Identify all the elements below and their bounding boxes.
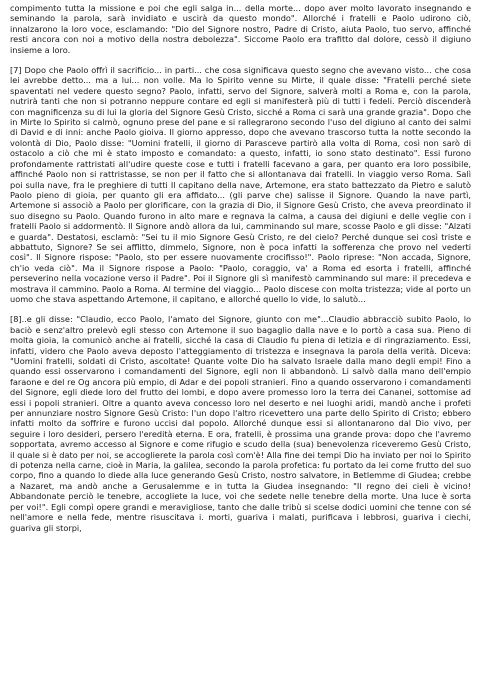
paragraph-section-8: [8]..e gli disse: "Claudio, ecco Paolo, l'amato del Signore, giunto con me"...Claudio abbracciò subito Paolo, lo baciò e senz'altro prelevò egli stesso con Artemone il suo bagaglio dalla nave e lo portò a casa sua. Pieno di molta gioia, la comunicò anche ai fratelli, sicché la casa di Claudio fu piena di letizia e di ringraziamento. Essi, infatti, videro che Paolo aveva deposto l'atteggiamento di tristezza e insegnava la parola della verità. Diceva: "Uomini fratelli, soldati di Cristo, ascoltate! Quante volte Dio ha salvato Israele dalla mano degli empi! Fino a quando essi osservarono i comandamenti del Signore, egli non li abbandonò. Li salvò dalla mano dell'empio faraone e del re Og ancora più empio, di Adar e dei popoli stranieri. Fino a quando osservarono i comandamenti del Signore, egli diede loro del frutto dei lombi, e dopo avere promesso loro la terra dei Cananei, sottomise ad essi i popoli stranieri. Oltre a quanto aveva concesso loro nel deserto e nei luoghi aridi, mandò anche i profeti per annunziare nostro Signore Gesù Cristo: l'un dopo l'altro ricevettero una parte dello Spirito di Cristo; ebbero infatti molto da soffrire e furono uccisi dal popolo. Allorché dunque essi si allontanarono dal Dio vivo, per seguire i loro desideri, persero l'eredità eterna. E ora, fratelli, è prossima una grande prova: dopo che l'avremo sopportata, avremo accesso al Signore e come rifugio e scudo della (sua) benevolenza riceveremo Gesù Cristo, il quale si è dato per noi, se accoglierete la parola così com'è! Alla fine dei tempi Dio ha inviato per noi lo Spirito di potenza nella carne, cioè in Maria, la galilea, secondo la parola profetica: fu portato da lei come frutto del suo corpo, fino a quando lo diede alla luce generando Gesù Cristo, nostro salvatore, in Betlemme di Giudea; crebbe a Nazaret, ma andò anche a Gerusalemme e in tutta la Giudea insegnando: "Il regno dei cieli è vicino! Abbandonate perciò le tenebre, accogliete la luce, voi che sedete nelle tenebre della morte. Una luce è sorta per voi!". Egli compì opere grandi e meravigliose, tanto che dalle tribù si scelse dodici uomini che tenne con sé nell'amore e nella fede, mentre risuscitava i. morti, guariva i malati, purificava i lebbrosi, guariva i ciechi, guariva gli storpi, xyxy=(10,314,471,533)
paragraph-section-7: [7] Dopo che Paolo offrì il sacrificio... in parti... che cosa significava questo segno che avevano visto... che cosa lei avrebbe detto... ma a lui... non volle. Ma lo Spirito venne su Mirte, il quale disse: "Fratelli perché siete spaventati nel vedere questo segno? Paolo, infatti, servo del Signore, salverà molti a Roma e, con la parola, nutrirà tanti che non si potranno neppure contare ed egli si manifesterà più di tutti i fedeli. Perciò discenderà con magnificenza su di lui la gloria del Signore Gesù Cristo, sicché a Roma ci sarà una grande grazia". Dopo che in Mirte lo Spirito si calmò, ognuno prese del pane e si rallegrarono secondo l'uso del digiuno al canto dei salmi di David e di inni: anche Paolo gioiva. Il giorno appresso, dopo che avevano trascorso tutta la notte secondo la volontà di Dio, Paolo disse: "Uomini fratelli, il giorno di Parasceve partirò alla volta di Roma, così non sarò di ostacolo a ciò che mi è stato imposto e comandato: a questo, infatti, io sono stato destinato". Essi furono profondamente rattristati all'udire queste cose e tutti i fratelli facevano a gara, per quanto era loro possibile, affinché Paolo non si rattristasse, se non per il fatto che si allontanava dai fratelli. In viaggio verso Roma. Salì poi sulla nave, fra le preghiere di tutti Il capitano della nave, Artemone, era stato battezzato da Pietro e salutò Paolo pieno di gioia, per quanto gli era affidato... (gli parve che) salisse il Signore. Quando la nave partì, Artemone si associò a Paolo per glorificare, con la grazia di Dio, il Signore Gesù Cristo, che aveva preordinato il suo disegno su Paolo. Quando furono in alto mare e regnava la calma, a causa dei digiuni e delle veglie con i fratelli Paolo si addormentò. Il Signore andò allora da lui, camminando sul mare, scosse Paolo e gli disse: "Alzati e guarda". Destatosi, esclamò: "Sei tu il mio Signore Gesù Cristo, re del cielo? Perché dunque sei così triste e abbattuto, Signore? Se sei afflitto, dimmelo, Signore, non è poca infatti la sofferenza che provo nel vederti così". Il Signore rispose: "Paolo, sto per essere nuovamente crocifisso!". Paolo riprese: "Non accada, Signore, ch'io veda ciò". Ma il Signore rispose a Paolo: "Paolo, coraggio, va' a Roma ed esorta i fratelli, affinché perseverino nella vocazione verso il Padre". Poi il Signore gli sì manifestò camminando sul mare: il precedeva e mostrava il cammino. Paolo a Roma. Al termine del viaggio... Paolo discese con molta tristezza; vide al porto un uomo che stava aspettando Artemone, il capitano, e allorché quello lo vide, lo salutò... xyxy=(10,65,471,304)
paragraph-continuation: compimento tutta la missione e poi che egli salga in... della morte... dopo aver molto lavorato insegnando e seminando la parola, sarà invidiato e uscirà da questo mondo". Allorché i fratelli e Paolo udirono ciò, innalzarono la loro voce, esclamando: "Dio del Signore nostro, Padre di Cristo, aiuta Paolo, tuo servo, affinché resti ancora con noi a motivo della nostra debolezza". Siccome Paolo era trafitto dal dolore, cessò il digiuno insieme a loro. xyxy=(10,3,471,55)
